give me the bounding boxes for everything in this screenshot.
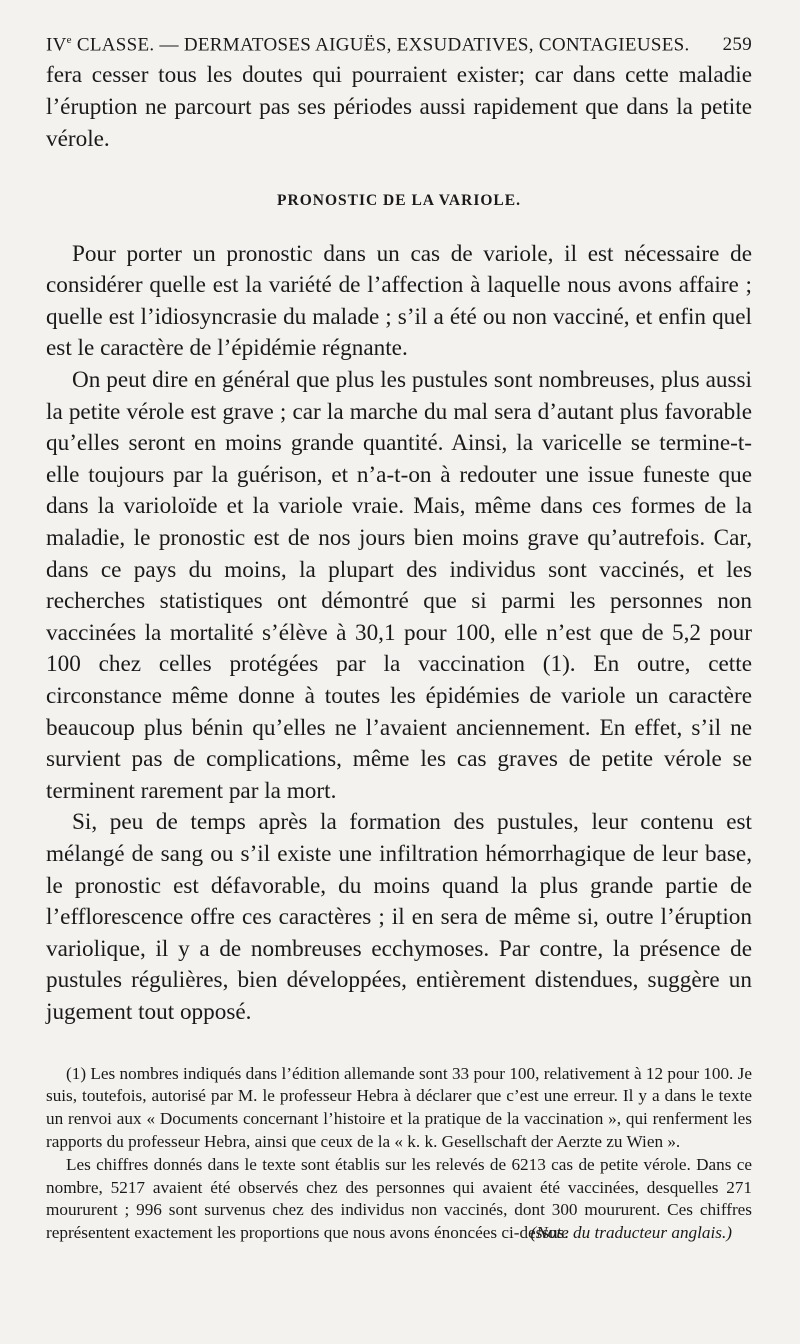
paragraph-1: Pour porter un pronostic dans un cas de variole, il est nécessaire de considérer quelle est la variété de l’affection à laquelle nous avons affaire ; quelle est l’idiosyncrasie du malade ; s’il a été ou non vacciné, et enfin quel est le caractère de l’épidémie régnante.: [46, 240, 752, 362]
section-heading: PRONOSTIC DE LA VARIOLE.: [277, 192, 521, 210]
page-number: 259: [722, 34, 752, 56]
class-superscript: e: [66, 34, 72, 46]
main-text: [46, 60, 752, 1028]
running-header: [46, 34, 752, 56]
paragraph-2: On peut dire en général que plus les pustules sont nombreuses, plus aussi la petite vérole est grave ; car la marche du mal sera d’autant plus favorable qu’elles seront en moins grande quantité. Ainsi, la varicelle se termine-t-elle toujours par la guérison, et n’a-t-on à redouter une issue funeste que dans la varioloïde et la variole vraie. Mais, même dans ces formes de la maladie, le pronostic est de nos jours bien moins grave qu’autrefois. Car, dans ce pays du moins, la plupart des individus sont vaccinés, et les recherches statistiques ont démontré que si parmi les personnes non vaccinées la mortalité s’élève à 30,1 pour 100, elle n’est que de 5,2 pour 100 chez celles protégées par la vaccination (1). En outre, cette circonstance même donne à toutes les épidémies de variole un caractère beaucoup plus bénin qu’elles ne l’avaient anciennement. En effet, s’il ne survient pas de complications, même les cas graves de petite vérole se terminent rarement par la mort.: [46, 367, 752, 804]
class-numeral: IV: [46, 34, 67, 56]
paragraph-continuation: fera cesser tous les doutes qui pourraient exister; car dans cette maladie l’éruption ne parcourt pas ses périodes aussi rapidement que dans la petite vérole.: [46, 62, 752, 152]
footnote-1: (1) Les nombres indiqués dans l’édition allemande sont 33 pour 100, relativement à 12 pour 100. Je suis, toutefois, autorisé par M. le professeur Hebra à déclarer que c’est une erreur. Il y a dans le texte un renvoi aux « Documents concernant l’histoire et la pratique de la vaccination », qui renferment les rapports du professeur Hebra, ainsi que ceux de la « k. k. Gesellschaft der Aerzte zu Wien ».: [46, 1063, 752, 1151]
running-title: [46, 34, 690, 56]
translator-note: (Note du traducteur anglais.): [530, 1223, 732, 1243]
running-title-text: CLASSE. — DERMATOSES AIGUËS, EXSUDATIVES, CONTAGIEUSES.: [71, 34, 690, 56]
footnote-2-text: Les chiffres donnés dans le texte sont établis sur les relevés de 6213 cas de petite vérole. Dans ce nombre, 5217 avaient été observés chez des personnes qui avaient été vaccinées, desquelles 271 moururent ; 996 sont survenus chez des individus non vaccinés, dont 300 moururent. Ces chiffres représentent exactement les proportions que nous avons énoncées ci-dessus.: [46, 1154, 752, 1243]
paragraph-3: Si, peu de temps après la formation des pustules, leur contenu est mélangé de sang ou s’il existe une infiltration hémorrhagique de leur base, le pronostic est défavorable, du moins quand la plus grande partie de l’efflorescence offre ces caractères ; il en sera de même si, outre l’éruption variolique, il y a de nombreuses ecchymoses. Par contre, la présence de pustules régulières, bien développées, entièrement distendues, suggère un jugement tout opposé.: [46, 809, 752, 1025]
footnotes: [46, 1063, 752, 1245]
footnote-2: [46, 1154, 752, 1245]
